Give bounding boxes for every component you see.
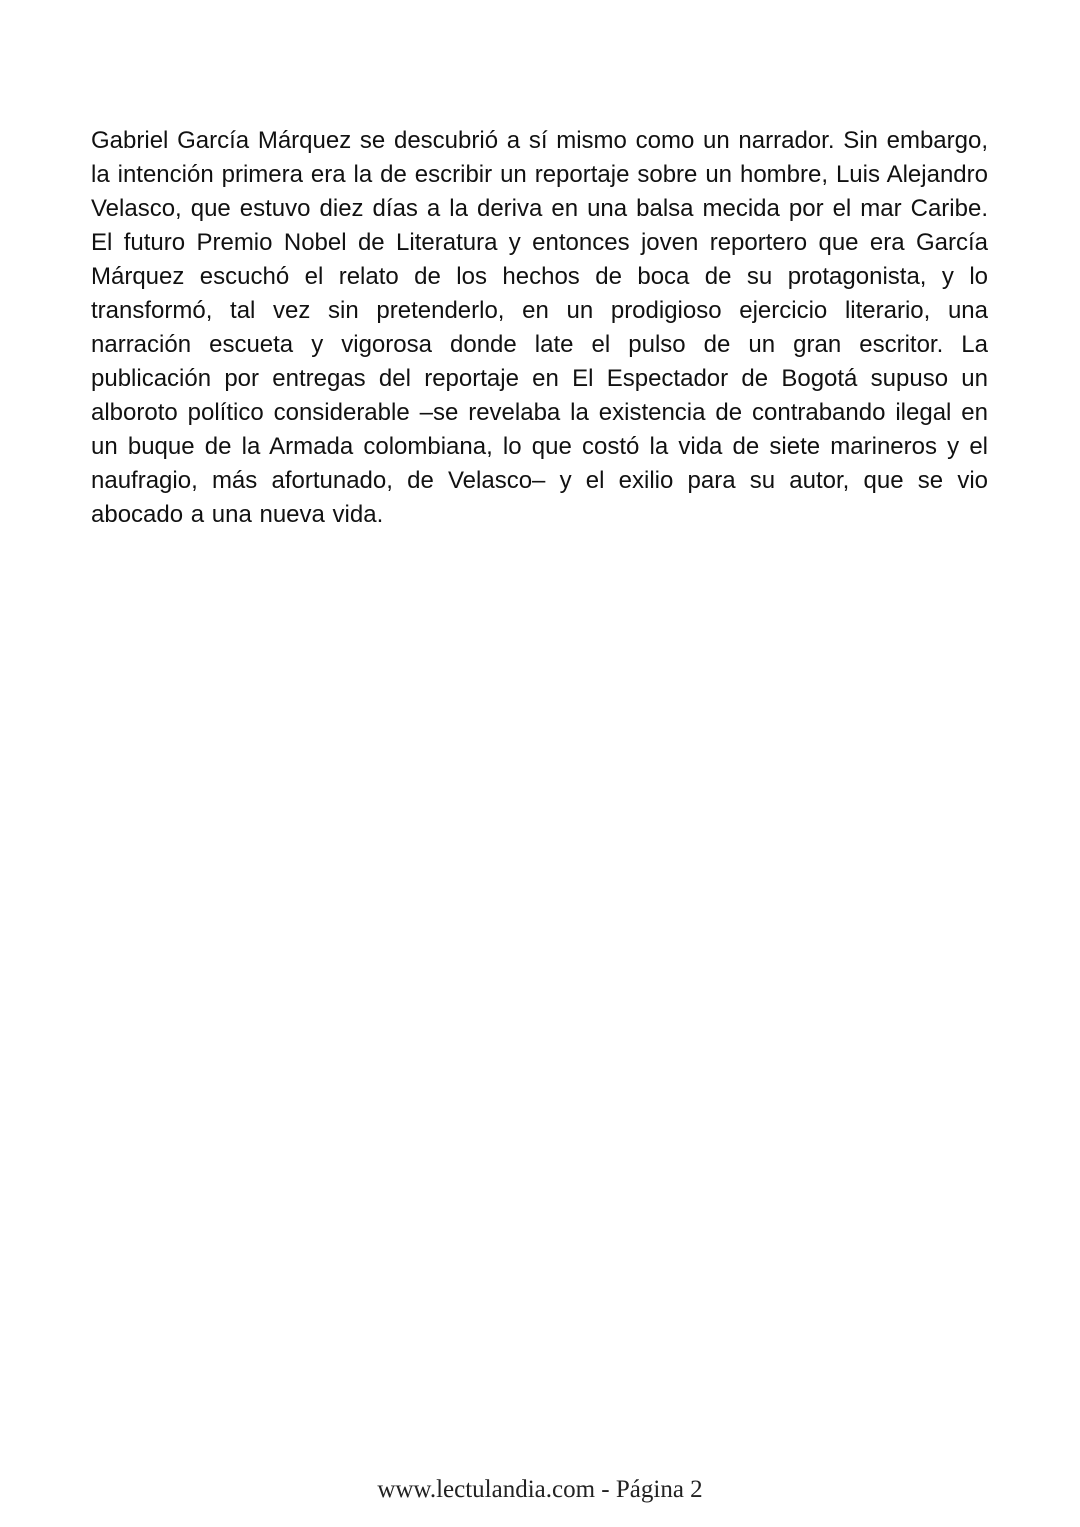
page-footer: www.lectulandia.com - Página 2 (377, 1476, 703, 1503)
body-paragraph: Gabriel García Márquez se descubrió a sí mismo como un narrador. Sin embargo, la intención primera era la de escribir un reportaje sobre un hombre, Luis Alejandro Velasco, que estuvo diez días a la deriva en una balsa mecida por el mar Caribe. El futuro Premio Nobel de Literatura y entonces joven reportero que era García Márquez escuchó el relato de los hechos de boca de su protagonista, y lo transformó, tal vez sin pretenderlo, en un prodigioso ejercicio literario, una narración escueta y vigorosa donde late el pulso de un gran escritor. La publicación por entregas del reportaje en El Espectador de Bogotá supuso un alboroto político considerable –se revelaba la existencia de contrabando ilegal en un buque de la Armada colombiana, lo que costó la vida de siete marineros y el naufragio, más afortunado, de Velasco– y el exilio para su autor, que se vio abocado a una nueva vida. (91, 127, 988, 528)
